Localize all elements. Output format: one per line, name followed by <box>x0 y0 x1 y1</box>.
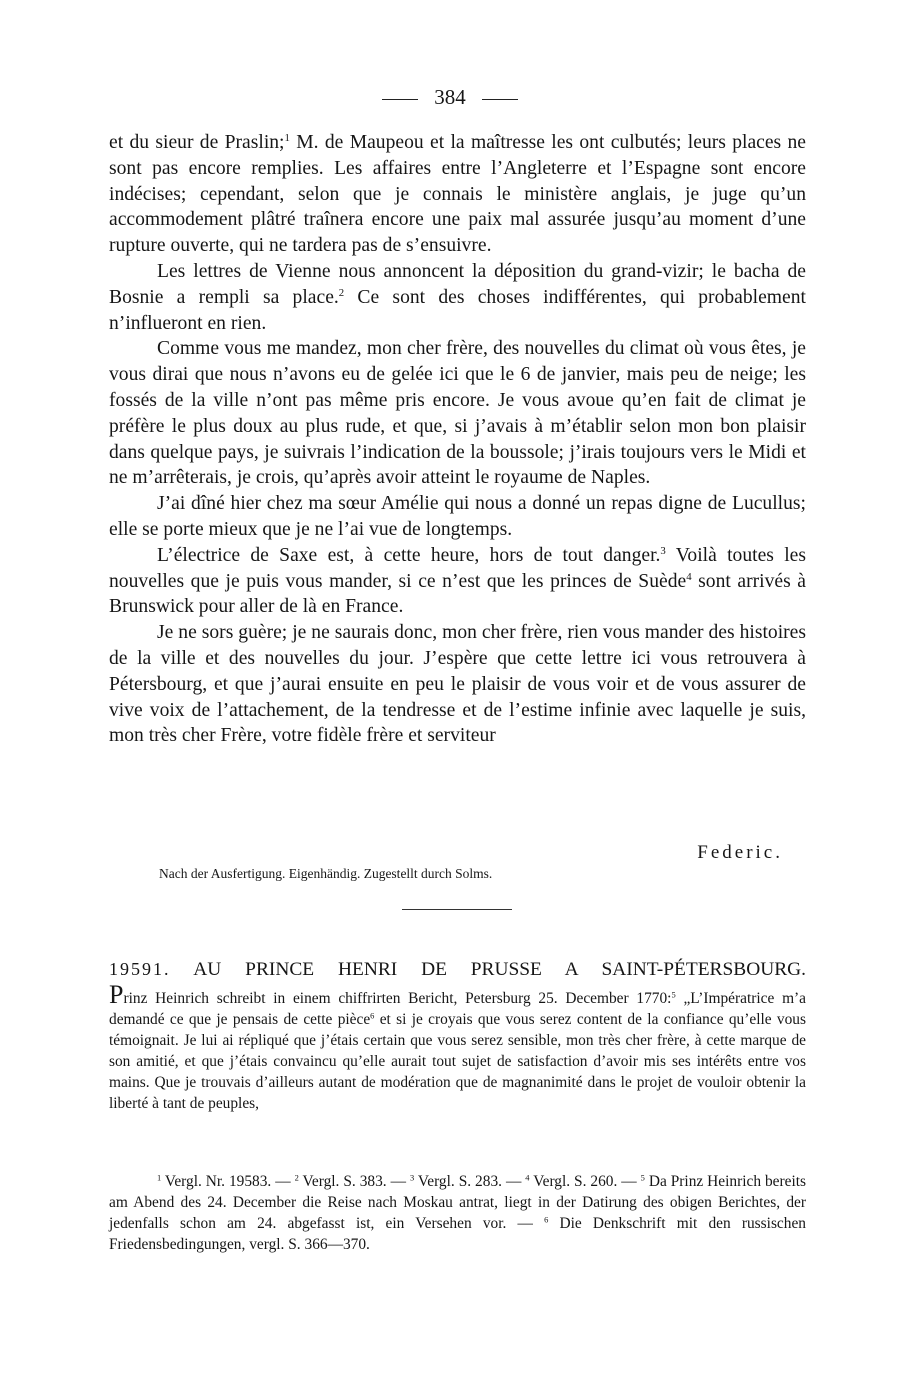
report-excerpt-text <box>109 990 806 1112</box>
text-run: rinz Heinrich schreibt in einem chiffrirten Bericht, Petersburg 25. December 1770: <box>123 990 672 1007</box>
letter-body <box>109 130 806 749</box>
footnote-marker: 4 <box>686 570 692 583</box>
text-run: Da Prinz Heinrich bereits am Abend des 24. December die Reise nach Moskau antrat, liegt in der Datirung des obigen Berichtes, der jedenfalls schon am 24. abgefasst ist, ein Versehen vor. — <box>109 1173 806 1233</box>
footnote-marker: 5 <box>671 989 676 1000</box>
text-run: M. de Maupeou et la maîtresse les ont culbutés; leurs places ne sont pas encore remplies. Les affaires entre l’Angleterre et l’Espagne sont encore indécises; cependant, selon que je connais le ministère anglais, je juge qu’un accommodement plâtré traînera encore une paix mal assurée jusqu’au moment d’une rupture ouverte, qui ne tardera pas de s’ensuivre. <box>109 132 806 257</box>
text-run: J’ai dîné hier chez ma sœur Amélie qui nous a donné un repas digne de Lucullus; elle se porte mieux que je ne l’ai vue de longtemps. <box>109 493 806 540</box>
letter-title: AU PRINCE HENRI DE PRUSSE A SAINT-PÉTERSBOURG. <box>193 959 807 980</box>
footnote-marker: 3 <box>409 1172 415 1183</box>
text-run: Les lettres de Vienne nous annoncent la déposition du grand-vizir; le bacha de Bosnie a rempli sa place. <box>109 260 806 308</box>
page-number: 384 <box>434 85 466 109</box>
text-run: Je ne sors guère; je ne saurais donc, mon cher frère, rien vous mander des histoires de la ville et des nouvelles du jour. J’espère que cette lettre ici vous retrouvera à Pétersbourg, et que j’aurai ensuite en peu le plaisir de vous voir et de vous assurer de vive voix de l’attachement, de la tendresse et de l’estime infinie avec laquelle je suis, mon très cher Frère, votre fidèle frère et serviteur <box>109 622 806 747</box>
text-run: L’électrice de Saxe est, à cette heure, hors de tout danger. <box>157 544 661 566</box>
footnote-marker: 5 <box>640 1172 645 1183</box>
letter-paragraph <box>109 259 806 336</box>
footnote-marker: 2 <box>338 286 345 299</box>
signature: Federic. <box>697 842 783 863</box>
text-run: Vergl. S. 283. — <box>414 1173 526 1190</box>
letter-paragraph <box>109 130 806 259</box>
footnote-marker: 3 <box>660 544 666 557</box>
letter-number: 19591. <box>109 959 171 979</box>
footnote-block <box>109 1171 806 1255</box>
letter-heading <box>109 956 806 983</box>
letter-paragraph <box>109 543 806 620</box>
footnote-marker: 1 <box>157 1172 162 1183</box>
text-run: Vergl. S. 260. — <box>529 1173 641 1190</box>
footnote-marker: 4 <box>525 1172 530 1183</box>
source-note: Nach der Ausfertigung. Eigenhändig. Zugestellt durch Solms. <box>159 866 493 881</box>
header-dash-right <box>482 99 518 100</box>
initial-letter: P <box>109 980 124 1009</box>
text-run: Die Denkschrift mit den russischen Friedensbedingungen, vergl. S. 366—370. <box>109 1215 806 1254</box>
text-run: Vergl. S. 383. — <box>298 1173 410 1190</box>
text-run: Voilà toutes les nouvelles que je puis vous mander, si ce n’est que les princes de Suède <box>109 544 806 592</box>
text-run: et du sieur de Praslin; <box>109 132 285 153</box>
letter-paragraph <box>109 491 806 543</box>
text-run: et si je croyais que vous serez content de la confiance qu’elle vous témoignait. Je lui ai répliqué que j’étais certain que vous serez sensible, mon très cher frère, à cette marque de son amitié, et que j’étais convaincu qu’elle aurait tout sujet de satisfaction d’avoir mis ses intérêts entre vos mains. Que je trouvais d’ailleurs autant de modération que de magnanimité dans le projet de vouloir obtenir la liberté à tant de peuples, <box>109 1011 806 1113</box>
footnote-marker: 6 <box>544 1214 549 1225</box>
letter-paragraph <box>109 620 806 749</box>
text-run: sont arrivés à Brunswick pour aller de là en France. <box>109 570 806 618</box>
footnote-marker: 1 <box>284 132 290 144</box>
letter-paragraph <box>109 336 806 491</box>
text-run: Ce sont des choses indifférentes, qui probablement n’influeront en rien. <box>109 286 806 334</box>
section-divider <box>402 909 512 910</box>
header-dash-left <box>382 99 418 100</box>
text-run: Vergl. Nr. 19583. — <box>161 1173 295 1190</box>
page-header <box>0 85 900 110</box>
text-run: Comme vous me mandez, mon cher frère, des nouvelles du climat où vous êtes, je vous dirai que nous n’avons eu de gelée ici que le 6 de janvier, mais peu de neige; les fossés de la ville n’ont pas même pris encore. Je vous avoue qu’en fait de climat je préfère le plus doux au plus rude, et que, si j’avais à m’établir selon mon bon plaisir dans quelque pays, je suivrais l’indication de la boussole; j’irais toujours vers le Midi et ne m’arrêterais, je crois, qu’après avoir atteint le royaume de Naples. <box>109 338 806 489</box>
report-excerpt <box>109 980 806 1115</box>
footnote-marker: 2 <box>294 1172 299 1183</box>
text-run: „L’Impératrice m’a demandé ce que je pensais de cette pièce <box>109 990 806 1029</box>
footnote-marker: 6 <box>370 1010 375 1021</box>
footnotes <box>109 1171 806 1255</box>
